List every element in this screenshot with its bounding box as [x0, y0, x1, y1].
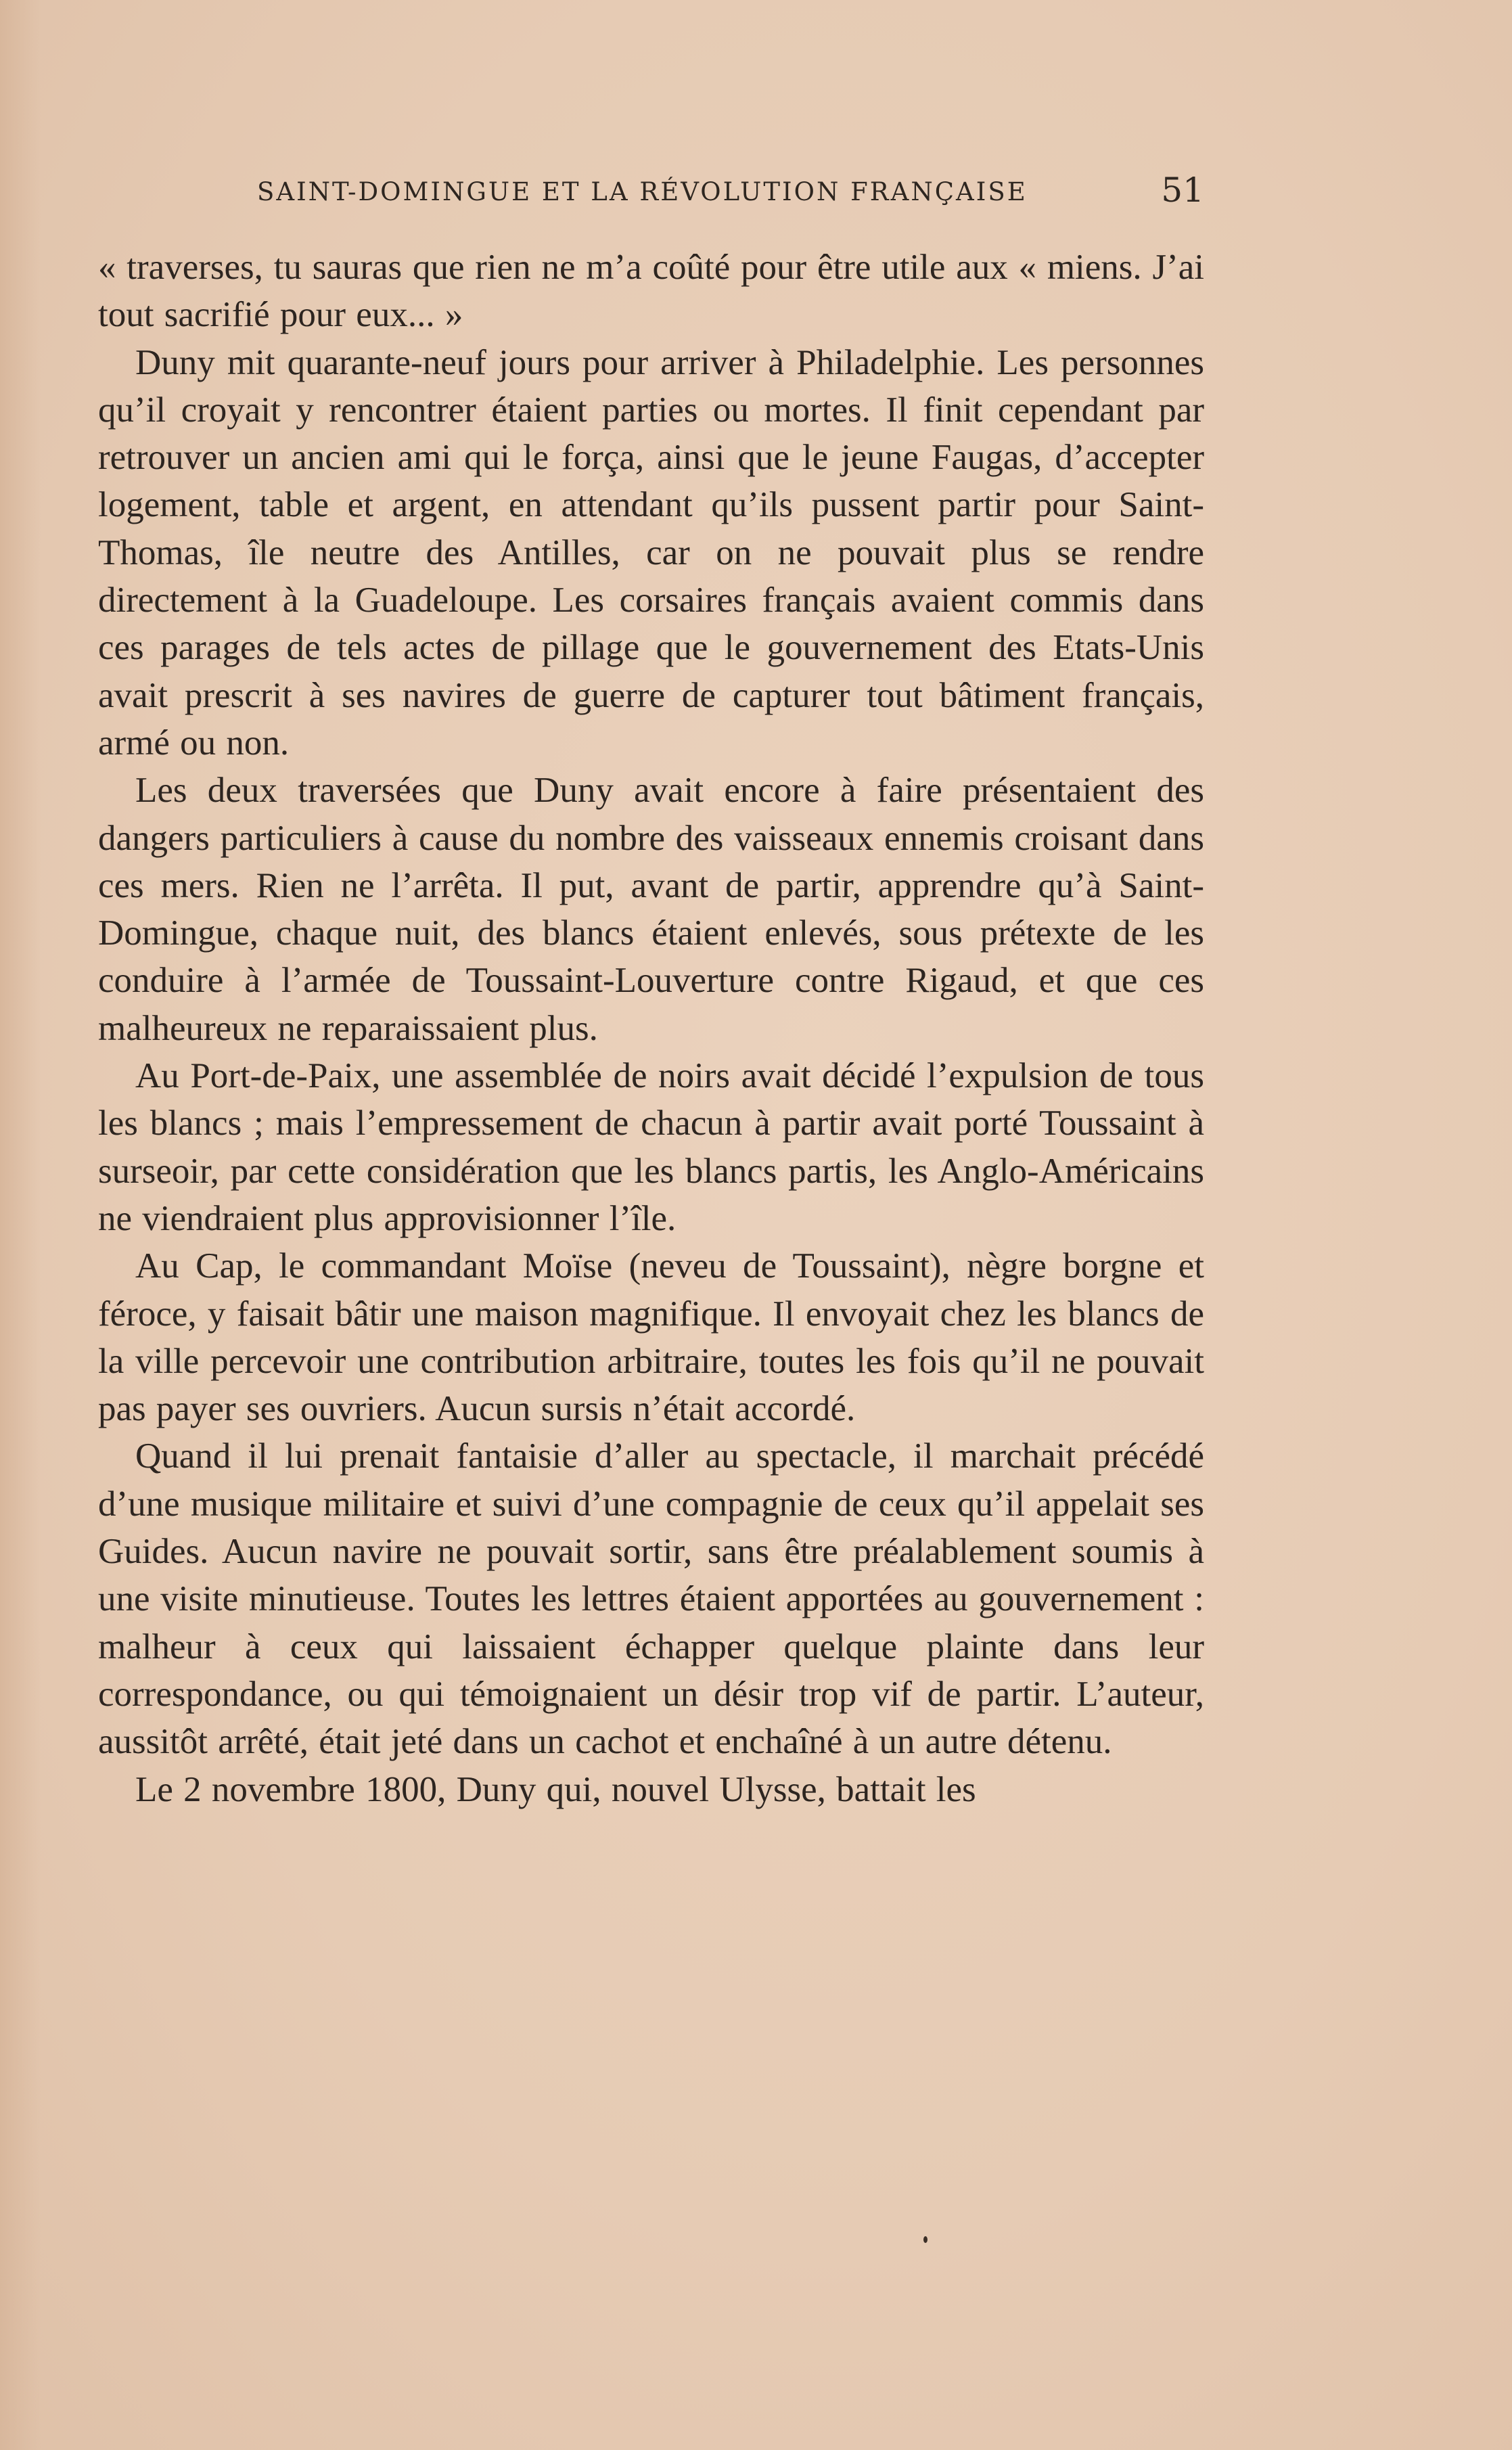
paragraph-1: « traverses, tu sauras que rien ne m’a coûté pour être utile aux « miens. J’ai tout sacrifié pour eux... » [98, 248, 1204, 335]
page-number: 51 [1161, 171, 1204, 210]
paragraph-6: Quand il lui prenait fantaisie d’aller au spectacle, il marchait précédé d’une musique militaire et suivi d’une compagnie de ceux qu’il appelait ses Guides. Aucun navire ne pouvait sortir, sans être préalablement soumis à une visite minutieuse. Toutes les lettres étaient apportées au gouvernement : malheur à ceux qui laissaient échapper quelque plainte dans leur correspondance, ou qui témoignaient un désir trop vif de partir. L’auteur, aussitôt arrêté, était jeté dans un cachot et enchaîné à un autre détenu. [98, 1436, 1204, 1762]
paragraph-4: Au Port-de-Paix, une assemblée de noirs avait décidé l’expulsion de tous les blancs ; mais l’empressement de chacun à partir avait porté Toussaint à surseoir, par cette considération que les blancs partis, les Anglo-Américains ne viendraient plus approvisionner l’île. [98, 1056, 1204, 1238]
paragraph-5: Au Cap, le commandant Moïse (neveu de Toussaint), nègre borgne et féroce, y faisait bâtir une maison magnifique. Il envoyait chez les blancs de la ville percevoir une contribution arbitraire, toutes les fois qu’il ne pouvait pas payer ses ouvriers. Aucun sursis n’était accordé. [98, 1246, 1204, 1429]
running-head: SAINT-DOMINGUE ET LA RÉVOLUTION FRANÇAISE [257, 177, 1028, 206]
page-header [257, 171, 1204, 218]
paragraph-3: Les deux traversées que Duny avait encore à faire présentaient des dangers particuliers à cause du nombre des vaisseaux ennemis croisant dans ces mers. Rien ne l’arrêta. Il put, avant de partir, apprendre qu’à Saint-Domingue, chaque nuit, des blancs étaient enlevés, sous prétexte de les conduire à l’armée de Toussaint-Louverture contre Rigaud, et que ces malheureux ne reparaissaient plus. [98, 771, 1204, 1048]
page-gutter-shadow [0, 0, 41, 2450]
body-text [98, 244, 1204, 1813]
paragraph-2: Duny mit quarante-neuf jours pour arriver à Philadelphie. Les personnes qu’il croyait y rencontrer étaient parties ou mortes. Il finit cependant par retrouver un ancien ami qui le força, ainsi que le jeune Faugas, d’accepter logement, table et argent, en attendant qu’ils pussent partir pour Saint-Thomas, île neutre des Antilles, car on ne pouvait plus se rendre directement à la Guadeloupe. Les corsaires français avaient commis dans ces parages de tels actes de pillage que le gouvernement des Etats-Unis avait prescrit à ses navires de guerre de capturer tout bâtiment français, armé ou non. [98, 342, 1204, 763]
paragraph-7: Le 2 novembre 1800, Duny qui, nouvel Ulysse, battait les [135, 1769, 976, 1809]
ink-speck [923, 2236, 927, 2243]
